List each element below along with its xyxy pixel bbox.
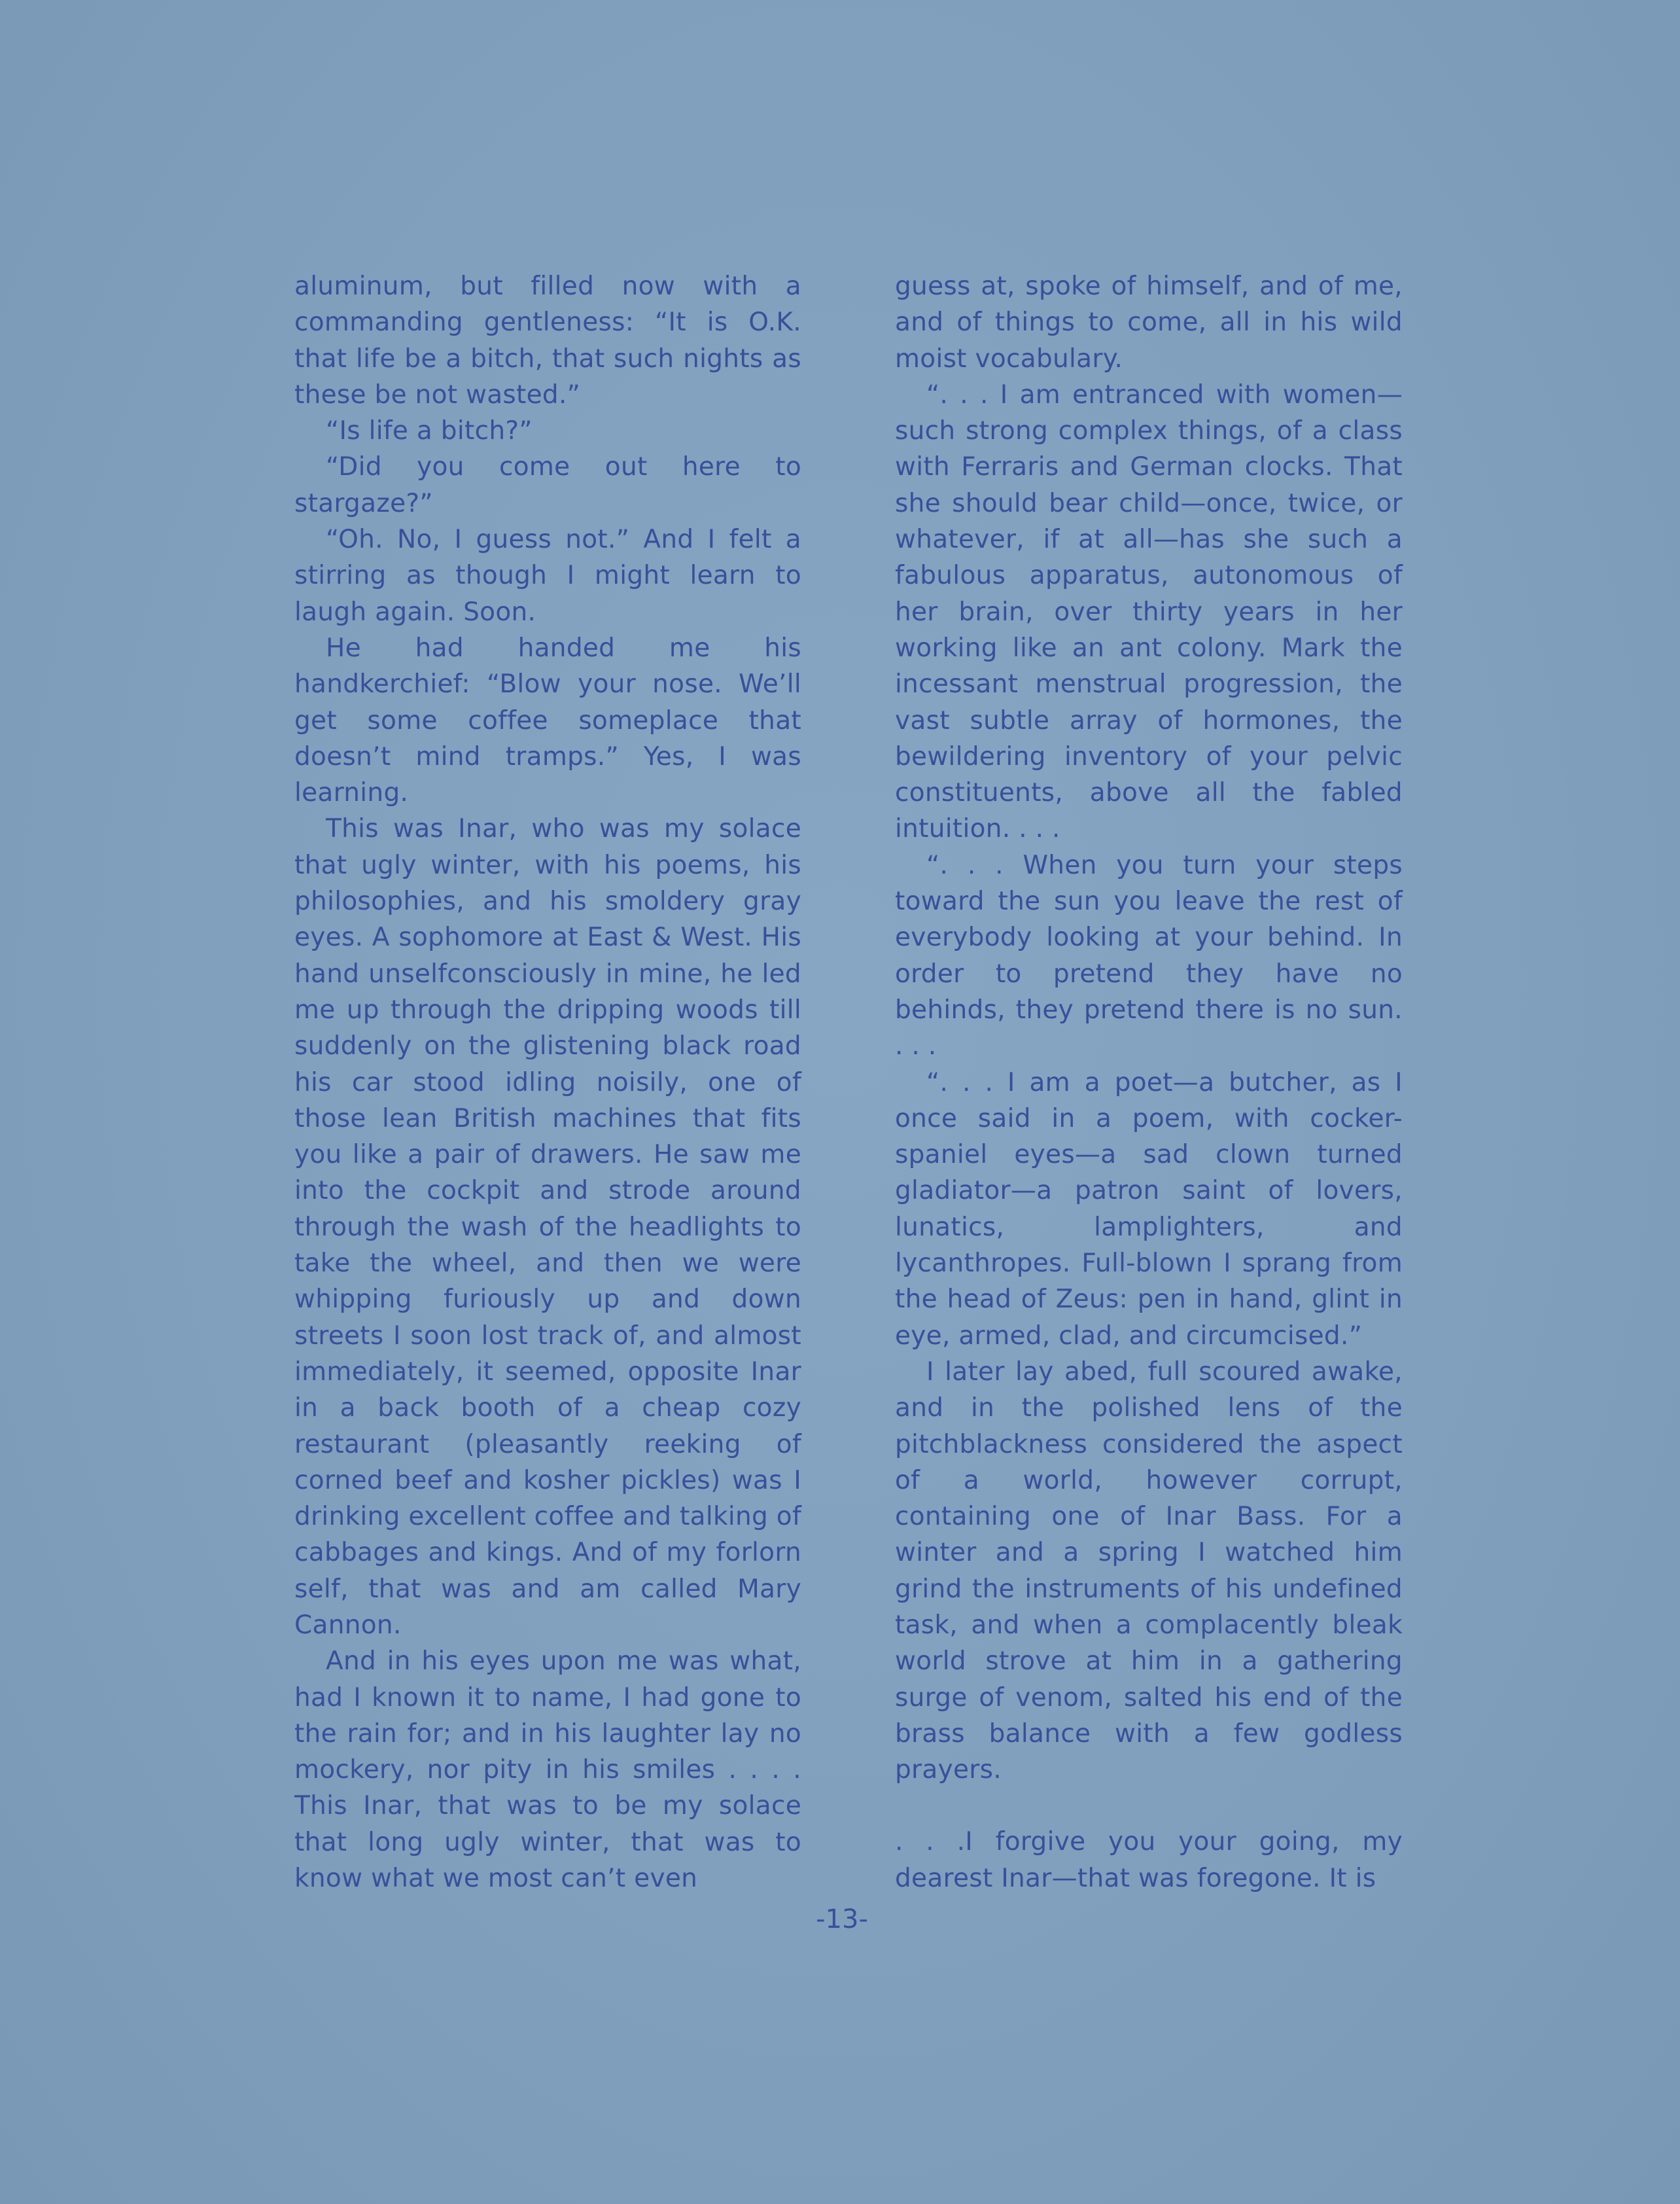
left-text-column xyxy=(294,268,801,1896)
right-paragraph-3: “. . . When you turn your steps toward the sun you leave the rest of everybody looking at your behind. In order to pretend they have no behinds, they pretend there is no sun. . . . xyxy=(895,850,1403,1061)
right-paragraph-6: . . .I forgive you your going, my dearest Inar—that was foregone. It is xyxy=(895,1827,1403,1893)
left-paragraph-3: “Did you come out here to stargaze?” xyxy=(294,452,801,518)
left-paragraph-6: This was Inar, who was my solace that ugly winter, with his poems, his philosophies, and his smoldery gray eyes. A sophomore at East & West. His hand unselfconsciously in mine, he led me up through the dripping woods till suddenly on the glistening black road his car stood idling noisily, one of those lean British machines that fits you like a pair of drawers. He saw me into the cockpit and strode around through the wash of the headlights to take the wheel, and then we were whipping furiously up and down streets I soon lost track of, and almost immediately, it seemed, opposite Inar in a back booth of a cheap cozy restaurant (pleasantly reeking of corned beef and kosher pickles) was I drinking excellent coffee and talking of cabbages and kings. And of my forlorn self, that was and am called Mary Cannon. xyxy=(294,814,801,1640)
page-number: -13- xyxy=(816,1904,868,1934)
right-paragraph-2: “. . . I am entranced with women—such strong complex things, of a class with Ferraris and German clocks. That she should bear child—once, twice, or whatever, if at all—has she such a fabulous apparatus, autonomous of her brain, over thirty years in her working like an ant colony. Mark the incessant menstrual progression, the vast subtle array of hormones, the bewildering inventory of your pelvic constituents, above all the fabled intuition. . . . xyxy=(895,380,1403,844)
right-paragraph-4: “. . . I am a poet—a butcher, as I once said in a poem, with cocker-spaniel eyes—a sad clown turned gladiator—a patron saint of lovers, lunatics, lamplighters, and lycanthropes. Full-blown I sprang from the head of Zeus: pen in hand, glint in eye, armed, clad, and circumcised.” xyxy=(895,1067,1403,1351)
left-paragraph-5: He had handed me his handkerchief: “Blow your nose. We’ll get some coffee someplace that doesn’t mind tramps.” Yes, I was learning. xyxy=(294,633,801,808)
right-paragraph-5: I later lay abed, full scoured awake, and in the polished lens of the pitchblackness considered the aspect of a world, however corrupt, containing one of Inar Bass. For a winter and a spring I watched him grind the instruments of his undefined task, and when a complacently bleak world strove at him in a gathering surge of venom, salted his end of the brass balance with a few godless prayers. xyxy=(895,1357,1403,1785)
right-paragraph-1: guess at, spoke of himself, and of me, and of things to come, all in his wild moist vocabulary. xyxy=(895,272,1403,374)
left-paragraph-7: And in his eyes upon me was what, had I known it to name, I had gone to the rain for; and in his laughter lay no mockery, nor pity in his smiles . . . . This Inar, that was to be my solace that long ugly winter, that was to know what we most can’t even xyxy=(294,1646,801,1894)
left-paragraph-4: “Oh. No, I guess not.” And I felt a stirring as though I might learn to laugh again. Soon. xyxy=(294,525,801,627)
left-paragraph-2: “Is life a bitch?” xyxy=(326,416,533,446)
left-paragraph-1: aluminum, but filled now with a commanding gentleness: “It is O.K. that life be a bitch, that such nights as these be not wasted.” xyxy=(294,272,801,410)
right-text-column xyxy=(895,268,1403,1896)
